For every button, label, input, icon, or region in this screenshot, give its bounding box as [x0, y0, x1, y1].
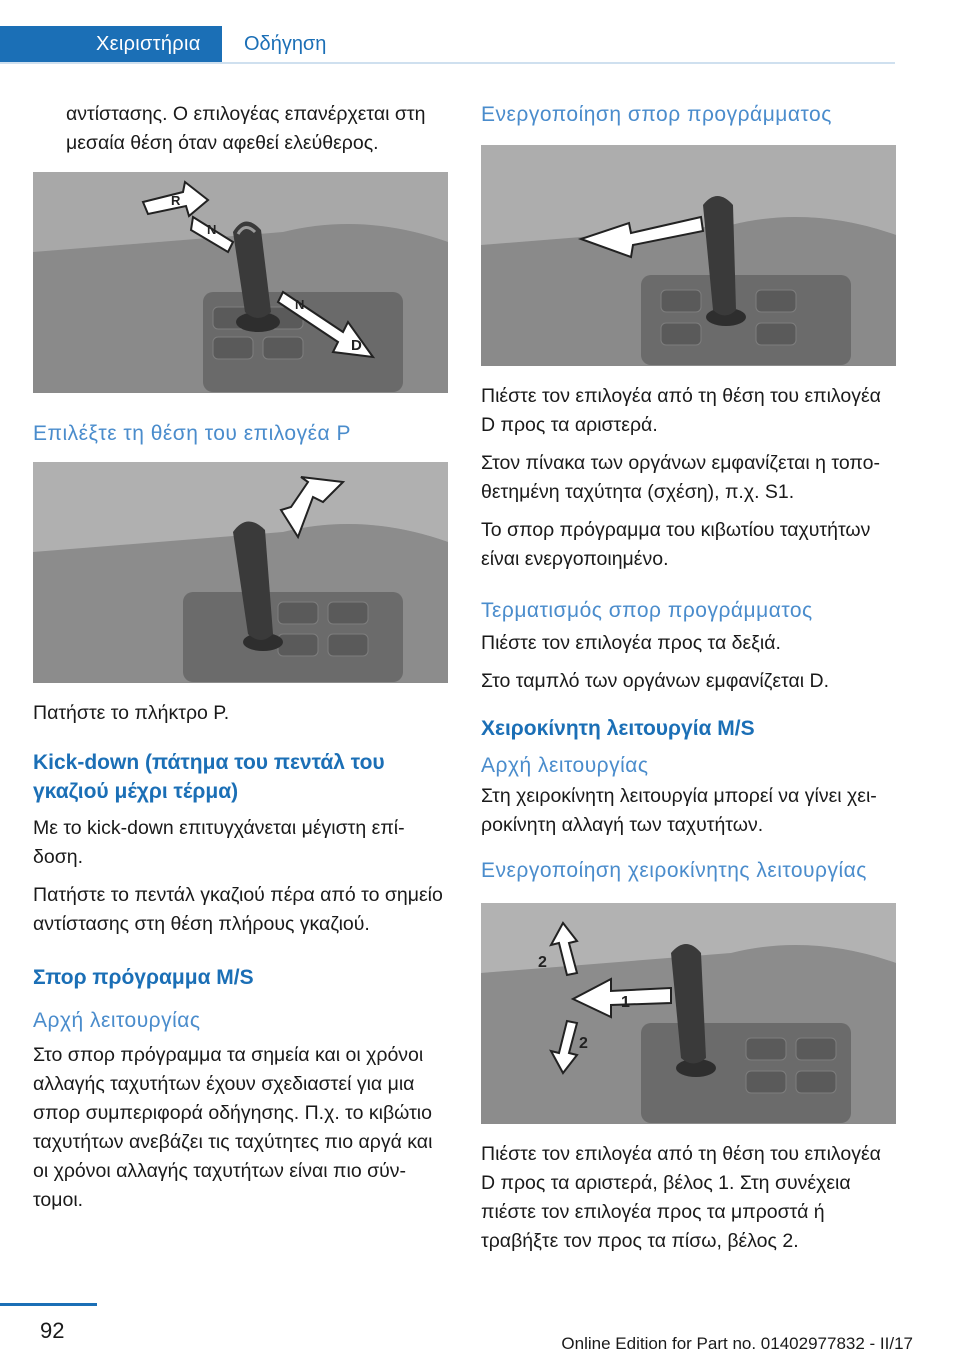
fig1-label-r: R — [171, 193, 181, 208]
fig1-label-d: D — [351, 337, 362, 354]
heading-manual-mode: Χειροκίνητη λειτουργία M/S — [481, 717, 755, 740]
selector-sport-drawing — [481, 145, 896, 366]
fig4-label-arrow2-top: 2 — [538, 954, 547, 971]
intro-text: αντίστασης. Ο επιλογέας επανέρχεται στη μεσαία θέση όταν αφεθεί ελεύθερος. — [66, 103, 426, 154]
heading-principle-manual: Αρχή λειτουργίας — [481, 754, 649, 777]
heading-kickdown: Kick-down (πάτημα του πεντάλ του γκαζιού μέχρι τέρμα) — [33, 751, 385, 803]
heading-select-p: Επιλέξτε τη θέση του επιλογέα P — [33, 422, 351, 445]
selector-lever-figure-d — [33, 172, 448, 393]
heading-activate-manual: Ενεργοποίηση χειροκίνητης λειτουργίας — [481, 859, 867, 882]
kickdown-text-2: Πατήστε το πεντάλ γκαζιού πέρα από το σημείο αντίστασης στη θέση πλήρους γκαζιού. — [33, 884, 443, 935]
activate-sport-text-2: Στον πίνακα των οργάνων εμφανίζεται η τοποθετημένη ταχύτητα (σχέση), π.χ. S1. — [481, 452, 880, 503]
selector-lever-drawing — [33, 172, 448, 393]
tab-driving[interactable]: Οδήγηση — [244, 33, 327, 55]
activate-manual-text: Πιέστε τον επιλογέα από τη θέση του επιλογέα D προς τα αριστερά, βέλος 1. Στη συνέχεια πιέστε τον επιλογέα προς τα μπροστά ή τραβήξτε τον προς τα πίσω, βέλος 2. — [481, 1143, 881, 1252]
activate-sport-text-1: Πιέστε τον επιλογέα από τη θέση του επιλογέα D προς τα αριστερά. — [481, 385, 881, 436]
header-tabbar — [0, 0, 960, 62]
sport-principle-text: Στο σπορ πρόγραμμα τα σημεία και οι χρόνοι αλλαγής ταχυτήτων έχουν σχεδιαστεί για μια σπορ συμπεριφορά οδήγησης. Π.χ. το κιβώτιο ταχυτήτων ανεβάζει τις ταχύτητες πιο αργά και οι χρόνοι αλλαγής ταχυτήτων είναι πιο σύντομοι. — [33, 1044, 433, 1211]
selector-lever-figure-manual — [481, 903, 896, 1124]
edition-note: Online Edition for Part no. 01402977832 - II/17 — [561, 1334, 913, 1353]
press-p-text: Πατήστε το πλήκτρο P. — [33, 702, 230, 724]
heading-activate-sport: Ενεργοποίηση σπορ προγράμματος — [481, 103, 832, 126]
manual-principle-text: Στη χειροκίνητη λειτουργία μπορεί να γίνει χειροκίνητη αλλαγή των ταχυτήτων. — [481, 785, 877, 836]
kickdown-text-1: Με το kick-down επιτυγχάνεται μέγιστη επίδοση. — [33, 817, 405, 868]
fig1-label-n-lower: N — [295, 297, 305, 312]
selector-lever-figure-p — [33, 462, 448, 683]
heading-end-sport: Τερματισμός σπορ προγράμματος — [481, 599, 813, 622]
selector-manual-drawing — [481, 903, 896, 1124]
page-number: 92 — [40, 1318, 65, 1343]
right-column — [481, 100, 896, 1265]
fig4-label-arrow2-bottom: 2 — [579, 1035, 588, 1052]
left-column — [33, 100, 448, 1224]
selector-p-drawing — [33, 462, 448, 683]
fig1-label-n-upper: N — [207, 222, 217, 237]
heading-sport-program: Σπορ πρόγραμμα M/S — [33, 966, 254, 989]
end-sport-text-1: Πιέστε τον επιλογέα προς τα δεξιά. — [481, 632, 781, 654]
footer-accent-bar — [0, 1303, 97, 1306]
selector-lever-figure-sport — [481, 145, 896, 366]
end-sport-text-2: Στο ταμπλό των οργάνων εμφανίζεται D. — [481, 670, 830, 692]
fig4-label-arrow1: 1 — [621, 994, 630, 1011]
heading-principle-sport: Αρχή λειτουργίας — [33, 1009, 201, 1032]
activate-sport-text-3: Το σπορ πρόγραμμα του κιβωτίου ταχυτήτων είναι ενεργοποιημένο. — [481, 519, 871, 570]
tab-controls[interactable]: Χειριστήρια — [0, 26, 222, 62]
header-divider — [0, 62, 895, 64]
